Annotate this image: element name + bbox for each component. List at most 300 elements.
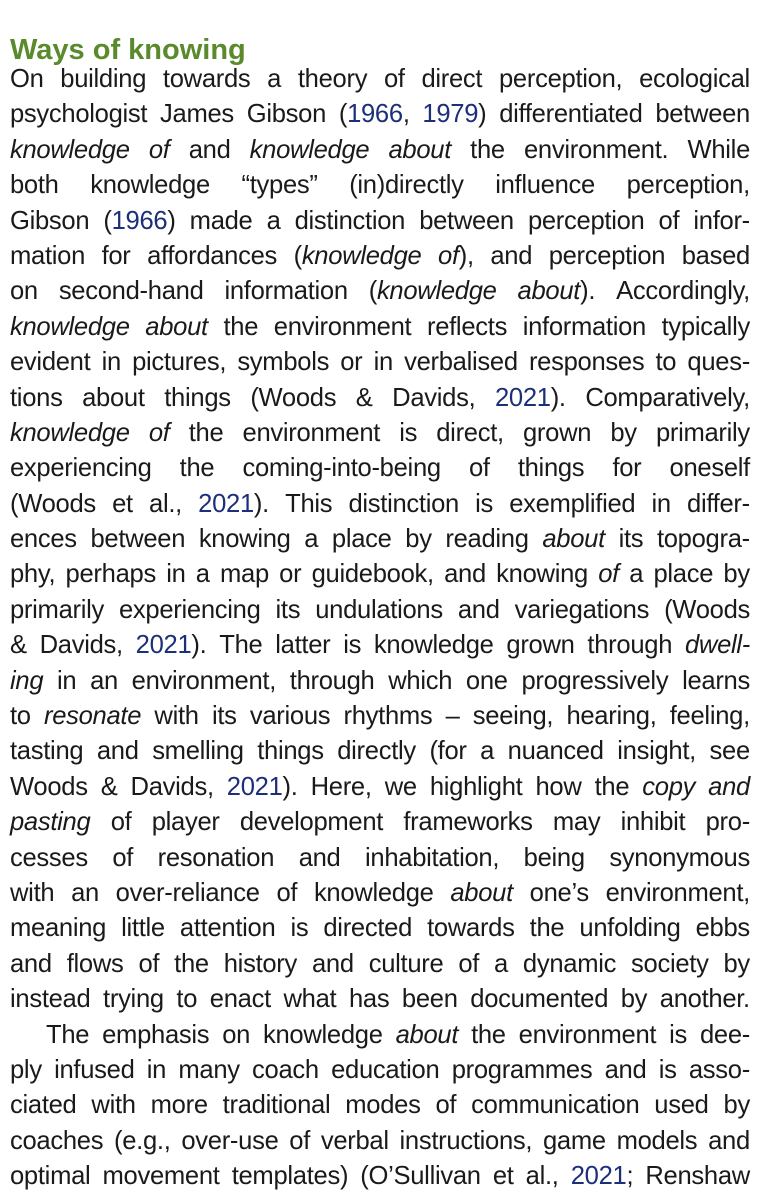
text-run: towards bbox=[427, 914, 515, 943]
word bbox=[279, 557, 301, 592]
citation-year-link[interactable]: 2021 bbox=[570, 1162, 627, 1191]
word bbox=[450, 876, 513, 911]
word bbox=[263, 1018, 383, 1053]
word bbox=[10, 557, 55, 592]
word bbox=[10, 239, 85, 274]
word bbox=[579, 911, 680, 946]
text-run: of bbox=[289, 1126, 311, 1155]
word bbox=[669, 1018, 687, 1053]
word bbox=[724, 1088, 750, 1123]
word bbox=[659, 1053, 677, 1088]
text-run: topogra- bbox=[656, 525, 750, 554]
text-run: in bbox=[373, 348, 393, 377]
text-run: in bbox=[57, 666, 77, 695]
word bbox=[710, 734, 750, 769]
word bbox=[660, 982, 750, 1017]
word bbox=[101, 770, 118, 805]
word bbox=[315, 593, 443, 628]
text-run: by bbox=[723, 560, 750, 589]
citation-year-link[interactable]: 1966 bbox=[347, 100, 403, 129]
word bbox=[149, 487, 182, 522]
word bbox=[10, 1159, 90, 1194]
text-run: used bbox=[654, 1091, 709, 1120]
word bbox=[700, 1018, 750, 1053]
word bbox=[337, 734, 416, 769]
text-run: emphasis bbox=[102, 1020, 210, 1049]
text-run: is bbox=[343, 631, 362, 660]
text-run: movement bbox=[102, 1162, 220, 1191]
word bbox=[523, 947, 616, 982]
word bbox=[66, 557, 156, 592]
word bbox=[276, 593, 301, 628]
word bbox=[587, 628, 672, 663]
text-line bbox=[10, 416, 750, 451]
word bbox=[427, 310, 507, 345]
text-run: may bbox=[552, 808, 601, 837]
text-run: Accordingly, bbox=[616, 277, 750, 306]
word bbox=[114, 1124, 171, 1159]
text-run: between bbox=[655, 100, 750, 129]
text-run: pictures, bbox=[132, 348, 227, 377]
text-run: ) bbox=[167, 206, 176, 235]
word bbox=[102, 239, 131, 274]
word bbox=[82, 381, 145, 416]
word bbox=[10, 982, 90, 1017]
citation-year-link[interactable]: 1966 bbox=[111, 206, 168, 235]
text-run: direct bbox=[421, 65, 483, 93]
word bbox=[158, 841, 275, 876]
word bbox=[223, 310, 258, 345]
word bbox=[526, 1159, 559, 1194]
text-run: ) bbox=[478, 100, 487, 129]
text-run: learns bbox=[682, 666, 750, 695]
word bbox=[10, 593, 104, 628]
word bbox=[174, 947, 209, 982]
word bbox=[340, 345, 362, 380]
word bbox=[403, 805, 532, 840]
text-run: in bbox=[101, 348, 121, 377]
text-run: typically bbox=[661, 312, 750, 341]
word bbox=[10, 1088, 77, 1123]
word bbox=[670, 451, 750, 486]
text-run: undulations bbox=[315, 595, 443, 624]
text-run: inhibit bbox=[620, 808, 686, 837]
text-run: information bbox=[522, 312, 646, 341]
word bbox=[400, 1124, 533, 1159]
word bbox=[627, 168, 750, 203]
word bbox=[655, 97, 750, 132]
text-line bbox=[10, 487, 750, 522]
word bbox=[429, 734, 466, 769]
word bbox=[374, 345, 393, 380]
text-run: perception, bbox=[626, 171, 750, 200]
word bbox=[469, 451, 490, 486]
word bbox=[289, 1124, 310, 1159]
text-run: and bbox=[311, 949, 354, 978]
word bbox=[399, 416, 417, 451]
word bbox=[687, 487, 750, 522]
word bbox=[529, 345, 644, 380]
text-run: exemplified bbox=[509, 489, 636, 518]
word bbox=[656, 416, 750, 451]
text-run: the bbox=[223, 312, 259, 341]
text-run: we bbox=[384, 772, 417, 801]
word bbox=[470, 133, 505, 168]
text-run: asso- bbox=[688, 1055, 750, 1084]
text-line bbox=[10, 805, 750, 840]
text-run: building bbox=[60, 65, 147, 93]
italic-term: of bbox=[148, 418, 170, 447]
word bbox=[475, 487, 493, 522]
text-run: of bbox=[458, 949, 480, 978]
text-line bbox=[10, 97, 750, 132]
text-run: verbalised bbox=[404, 348, 518, 377]
text-run: more bbox=[150, 1091, 208, 1120]
text-run: tasting bbox=[10, 737, 84, 766]
text-run: the bbox=[470, 135, 505, 164]
text-line bbox=[10, 1088, 750, 1123]
word bbox=[304, 522, 318, 557]
word bbox=[164, 381, 231, 416]
text-run: and bbox=[490, 241, 533, 270]
word bbox=[103, 204, 175, 239]
word bbox=[250, 133, 370, 168]
section-heading: Ways of knowing bbox=[10, 34, 246, 67]
text-run: smelling bbox=[152, 737, 244, 766]
text-line bbox=[10, 168, 750, 203]
text-run: experiencing bbox=[119, 595, 261, 624]
text-line bbox=[10, 239, 750, 274]
paragraph bbox=[10, 1018, 750, 1195]
word bbox=[227, 770, 298, 805]
word bbox=[112, 487, 133, 522]
word bbox=[314, 876, 434, 911]
text-run: infused bbox=[54, 1055, 135, 1084]
text-run: is bbox=[399, 418, 418, 447]
word bbox=[518, 274, 596, 309]
word bbox=[515, 593, 649, 628]
word bbox=[223, 1088, 331, 1123]
word bbox=[543, 1124, 606, 1159]
text-run: is bbox=[669, 1020, 688, 1049]
word bbox=[102, 345, 121, 380]
word bbox=[654, 1088, 708, 1123]
word bbox=[176, 982, 197, 1017]
text-run: ( bbox=[293, 241, 302, 270]
word bbox=[521, 664, 668, 699]
text-run: culture bbox=[368, 949, 444, 978]
word bbox=[553, 805, 600, 840]
word bbox=[59, 274, 204, 309]
text-run: directly bbox=[337, 737, 416, 766]
text-run: infor- bbox=[693, 206, 750, 235]
text-run: environment bbox=[273, 312, 412, 341]
text-run: an bbox=[90, 666, 118, 695]
word bbox=[91, 1088, 135, 1123]
text-run: primarily bbox=[10, 595, 104, 624]
text-line bbox=[10, 1124, 750, 1159]
italic-term: and bbox=[708, 772, 750, 801]
text-run: ecological bbox=[639, 65, 750, 93]
word bbox=[154, 699, 198, 734]
text-run: environment, bbox=[605, 878, 750, 907]
text-run: through bbox=[289, 666, 375, 695]
text-run: ; bbox=[626, 1162, 634, 1191]
text-run: knowing bbox=[198, 525, 291, 554]
text-run: frameworks bbox=[403, 808, 533, 837]
word bbox=[10, 204, 89, 239]
text-run: ebbs bbox=[695, 914, 750, 943]
text-run: Woods bbox=[10, 772, 88, 801]
word bbox=[524, 133, 668, 168]
text-run: cesses bbox=[10, 843, 88, 872]
word bbox=[549, 239, 666, 274]
word bbox=[285, 487, 332, 522]
word bbox=[116, 876, 260, 911]
word bbox=[166, 557, 185, 592]
text-run: verbal bbox=[320, 1126, 389, 1155]
text-run: ( bbox=[338, 100, 348, 129]
citation-year-link[interactable]: 2021 bbox=[226, 772, 283, 801]
word bbox=[242, 451, 440, 486]
word bbox=[241, 168, 317, 203]
word bbox=[653, 557, 713, 592]
word bbox=[237, 345, 329, 380]
citation-year-link[interactable]: 1979 bbox=[422, 100, 479, 129]
text-run: The bbox=[46, 1020, 90, 1049]
text-line bbox=[10, 204, 750, 239]
text-run: optimal bbox=[10, 1162, 91, 1191]
word bbox=[509, 487, 635, 522]
text-run: responses bbox=[528, 348, 645, 377]
word bbox=[687, 345, 750, 380]
word bbox=[436, 1088, 457, 1123]
word bbox=[90, 664, 118, 699]
text-run: little bbox=[121, 914, 165, 943]
word bbox=[199, 522, 291, 557]
italic-term: copy bbox=[642, 772, 696, 801]
word bbox=[151, 1088, 208, 1123]
word bbox=[44, 699, 141, 734]
text-run: theory bbox=[297, 65, 368, 93]
text-run: & bbox=[100, 772, 118, 801]
citation-year-link[interactable]: 2021 bbox=[198, 489, 254, 518]
word bbox=[470, 982, 608, 1017]
text-run: communication bbox=[471, 1091, 640, 1120]
word bbox=[332, 522, 392, 557]
text-run: by bbox=[723, 949, 750, 978]
text-run: Davids, bbox=[392, 383, 476, 412]
word bbox=[662, 310, 750, 345]
italic-term: ing bbox=[10, 666, 44, 695]
text-run: highlight bbox=[429, 772, 523, 801]
word bbox=[250, 699, 330, 734]
text-run: and bbox=[96, 737, 139, 766]
text-run: about bbox=[82, 383, 145, 412]
text-run: towards bbox=[162, 65, 251, 93]
word bbox=[356, 381, 373, 416]
text-run: differentiated bbox=[499, 100, 643, 129]
text-run: , bbox=[402, 100, 410, 129]
italic-term: of bbox=[598, 560, 619, 589]
text-run: one’s bbox=[529, 878, 589, 907]
word bbox=[149, 133, 170, 168]
word bbox=[528, 204, 645, 239]
text-run: a bbox=[304, 525, 319, 554]
word bbox=[323, 911, 412, 946]
text-run: second-hand bbox=[58, 277, 204, 306]
word bbox=[10, 664, 43, 699]
text-run: unfolding bbox=[579, 914, 681, 943]
text-line bbox=[10, 876, 750, 911]
text-run: et bbox=[112, 489, 133, 518]
text-run: Comparatively, bbox=[585, 383, 750, 412]
word bbox=[427, 911, 515, 946]
text-run: the bbox=[471, 1020, 506, 1049]
word bbox=[267, 204, 281, 239]
text-run: coaches bbox=[10, 1126, 104, 1155]
text-run: modes bbox=[345, 1091, 421, 1120]
text-run: what bbox=[283, 985, 337, 1014]
word bbox=[595, 770, 630, 805]
word bbox=[619, 522, 644, 557]
text-run: differ- bbox=[687, 489, 750, 518]
text-run: (Woods bbox=[10, 489, 96, 518]
italic-term: knowledge bbox=[10, 418, 130, 447]
text-run: rhythms bbox=[343, 702, 433, 731]
text-run: how bbox=[535, 772, 582, 801]
citation-year-link[interactable]: 2021 bbox=[135, 631, 192, 660]
word bbox=[267, 62, 281, 97]
word bbox=[10, 97, 147, 132]
text-run: or bbox=[279, 560, 302, 589]
text-run: information bbox=[224, 277, 348, 306]
text-run: with bbox=[10, 878, 55, 907]
word bbox=[444, 557, 486, 592]
text-run: The bbox=[219, 631, 263, 660]
text-run: progressively bbox=[521, 666, 669, 695]
word bbox=[360, 1159, 480, 1194]
word bbox=[369, 274, 497, 309]
word bbox=[530, 876, 589, 911]
text-run: and bbox=[298, 843, 341, 872]
word bbox=[67, 947, 124, 982]
word bbox=[220, 557, 269, 592]
text-run: the bbox=[174, 949, 209, 978]
text-run: distinction bbox=[348, 489, 459, 518]
word bbox=[708, 770, 750, 805]
text-run: society bbox=[631, 949, 709, 978]
text-run: environment, bbox=[131, 666, 277, 695]
text-line bbox=[10, 664, 750, 699]
text-run: enact bbox=[209, 985, 271, 1014]
word bbox=[723, 557, 749, 592]
text-run: inhabitation, bbox=[365, 843, 500, 872]
word bbox=[295, 204, 406, 239]
text-line bbox=[10, 734, 750, 769]
text-run: another. bbox=[659, 985, 750, 1014]
text-run: development bbox=[239, 808, 384, 837]
text-run: Gibson bbox=[246, 100, 327, 129]
text-run: environment bbox=[518, 1020, 657, 1049]
word bbox=[10, 734, 83, 769]
word bbox=[530, 911, 565, 946]
text-run: This bbox=[285, 489, 333, 518]
text-run: pro- bbox=[705, 808, 750, 837]
text-run: history bbox=[223, 949, 298, 978]
word bbox=[585, 381, 750, 416]
word bbox=[605, 1053, 647, 1088]
text-run: has bbox=[348, 985, 390, 1014]
text-run: evident bbox=[10, 348, 91, 377]
text-line bbox=[10, 947, 750, 982]
text-run: ciated bbox=[10, 1091, 77, 1120]
word bbox=[181, 1124, 278, 1159]
text-run: resonation bbox=[157, 843, 275, 872]
word bbox=[445, 522, 528, 557]
text-run: a bbox=[494, 949, 508, 978]
word bbox=[343, 628, 361, 663]
word bbox=[493, 1159, 514, 1194]
text-run: a bbox=[629, 560, 644, 589]
text-run: the bbox=[179, 454, 215, 483]
text-run: of bbox=[110, 808, 132, 837]
word bbox=[10, 1053, 42, 1088]
text-run: an bbox=[71, 878, 99, 907]
text-run: been bbox=[401, 985, 458, 1014]
text-run: hearing, bbox=[566, 702, 657, 731]
word bbox=[196, 557, 210, 592]
word bbox=[689, 1053, 750, 1088]
text-run: by bbox=[620, 985, 648, 1014]
word bbox=[224, 274, 347, 309]
italic-term: pasting bbox=[10, 808, 91, 837]
word bbox=[152, 805, 220, 840]
text-run: by bbox=[405, 525, 432, 554]
text-run: being bbox=[523, 843, 585, 872]
text-run: a bbox=[195, 560, 210, 589]
word bbox=[405, 522, 431, 557]
word bbox=[10, 699, 31, 734]
word bbox=[257, 734, 324, 769]
word bbox=[250, 381, 336, 416]
italic-term: about bbox=[542, 525, 605, 554]
word bbox=[222, 1018, 250, 1053]
citation-year-link[interactable]: 2021 bbox=[494, 383, 551, 412]
text-run: Renshaw bbox=[645, 1162, 750, 1191]
text-run: environment. bbox=[524, 135, 669, 164]
text-run: over-use bbox=[181, 1126, 279, 1155]
text-run: made bbox=[189, 206, 253, 235]
text-run: perception bbox=[527, 206, 645, 235]
body-text bbox=[10, 62, 750, 1195]
word bbox=[180, 451, 215, 486]
text-run: ). bbox=[550, 383, 566, 412]
text-run: perception, bbox=[499, 65, 623, 93]
word bbox=[274, 310, 412, 345]
word bbox=[348, 487, 459, 522]
text-run: psychologist bbox=[10, 100, 148, 129]
word bbox=[339, 97, 410, 132]
word bbox=[688, 133, 751, 168]
word bbox=[149, 416, 170, 451]
text-run: place bbox=[653, 560, 714, 589]
text-run: ( bbox=[103, 206, 112, 235]
word bbox=[402, 982, 458, 1017]
word bbox=[103, 982, 164, 1017]
word bbox=[57, 664, 76, 699]
text-line bbox=[10, 345, 750, 380]
